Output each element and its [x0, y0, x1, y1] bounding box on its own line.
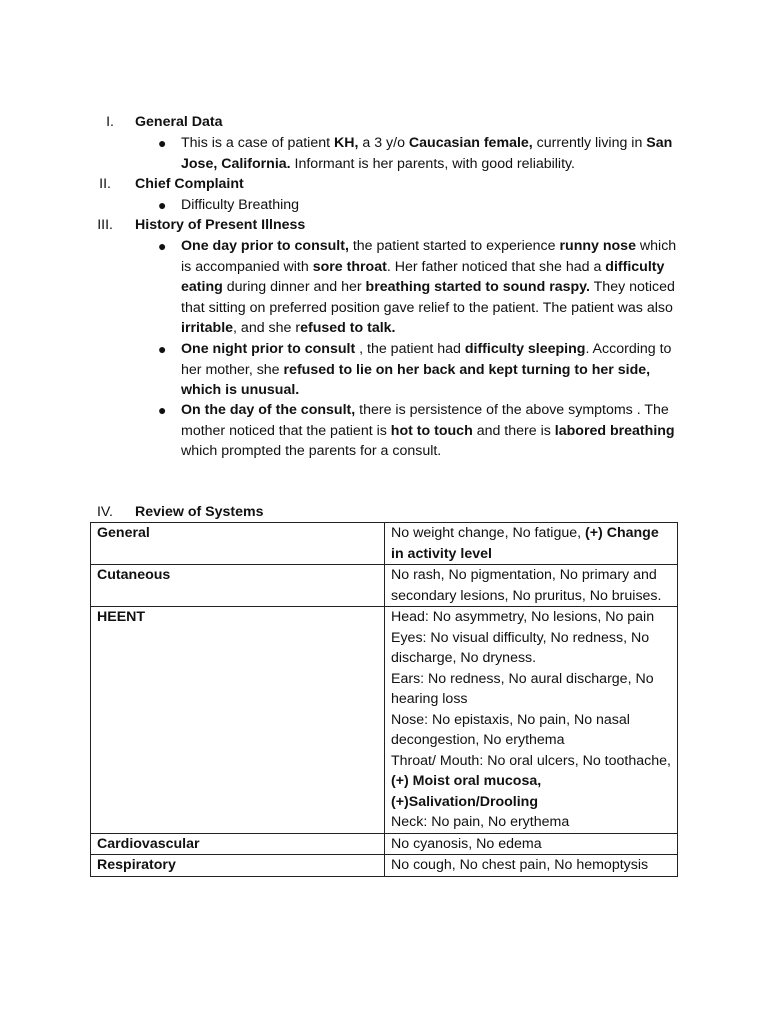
system-cell: Cardiovascular: [91, 833, 385, 855]
section-title: Chief Complaint: [135, 176, 244, 192]
system-cell: Cutaneous: [91, 565, 385, 607]
section-general-data: [0, 112, 700, 132]
table-row: [91, 607, 678, 834]
bullet-icon: ●: [158, 197, 167, 213]
review-of-systems-table: [90, 522, 678, 877]
bullet-icon: ●: [158, 135, 167, 151]
finding-line: Nose: No epistaxis, No pain, No nasal decongestion, No erythema: [391, 711, 630, 748]
finding-line: Neck: No pain, No erythema: [391, 814, 570, 830]
section-review-of-systems: [0, 502, 700, 522]
findings-cell: [385, 607, 678, 834]
section-history-present-illness: [0, 215, 700, 235]
section-title: Review of Systems: [135, 504, 264, 520]
finding-line: Eyes: No visual difficulty, No redness, No discharge, No dryness.: [391, 629, 650, 666]
bullet-icon: ●: [158, 402, 167, 418]
section-title: General Data: [135, 114, 223, 130]
findings-cell: No weight change, No fatigue, (+) Change in activity level: [385, 523, 678, 565]
bullet-icon: ●: [158, 238, 167, 254]
table-row: [91, 523, 678, 565]
findings-cell: No rash, No pigmentation, No primary and secondary lesions, No pruritus, No bruises.: [385, 565, 678, 607]
section-chief-complaint: [0, 174, 700, 194]
system-cell: HEENT: [91, 607, 385, 834]
finding-line: Ears: No redness, No aural discharge, No hearing loss: [391, 670, 654, 707]
bullet-icon: ●: [158, 341, 167, 357]
system-cell: General: [91, 523, 385, 565]
findings-cell: No cyanosis, No edema: [385, 833, 678, 855]
section-number: II.: [99, 176, 111, 192]
list-item: ● On the day of the consult, there is persistence of the above symptoms . The mother noticed that the patient is hot to touch and there is labored breathing which prompted the parents for a consult.: [158, 402, 675, 460]
table-row: [91, 855, 678, 877]
section-number: III.: [97, 217, 113, 233]
finding-line: Head: No asymmetry, No lesions, No pain: [391, 609, 655, 625]
list-item: ● One night prior to consult , the patient had difficulty sleeping. According to her mother, she refused to lie on her back and kept turning to her side, which is unusual.: [158, 341, 672, 399]
findings-cell: No cough, No chest pain, No hemoptysis: [385, 855, 678, 877]
finding-line: Throat/ Mouth: No oral ulcers, No toothache, (+) Moist oral mucosa, (+)Salivation/Drooling: [391, 752, 671, 810]
section-number: I.: [106, 114, 114, 130]
section-title: History of Present Illness: [135, 217, 306, 233]
list-item: ● Difficulty Breathing: [181, 195, 681, 216]
section-number: IV.: [96, 504, 113, 520]
table-row: [91, 565, 678, 607]
table-row: [91, 833, 678, 855]
list-item: ● This is a case of patient KH, a 3 y/o Caucasian female, currently living in San Jose, California. Informant is her parents, with good reliability.: [158, 135, 673, 172]
list-item: ● One day prior to consult, the patient started to experience runny nose which is accompanied with sore throat. Her father noticed that she had a difficulty eating during dinner and her breathing started to sound raspy. They noticed that sitting on preferred position gave relief to the patient. The patient was also irritable, and she refused to talk.: [158, 238, 677, 337]
system-cell: Respiratory: [91, 855, 385, 877]
